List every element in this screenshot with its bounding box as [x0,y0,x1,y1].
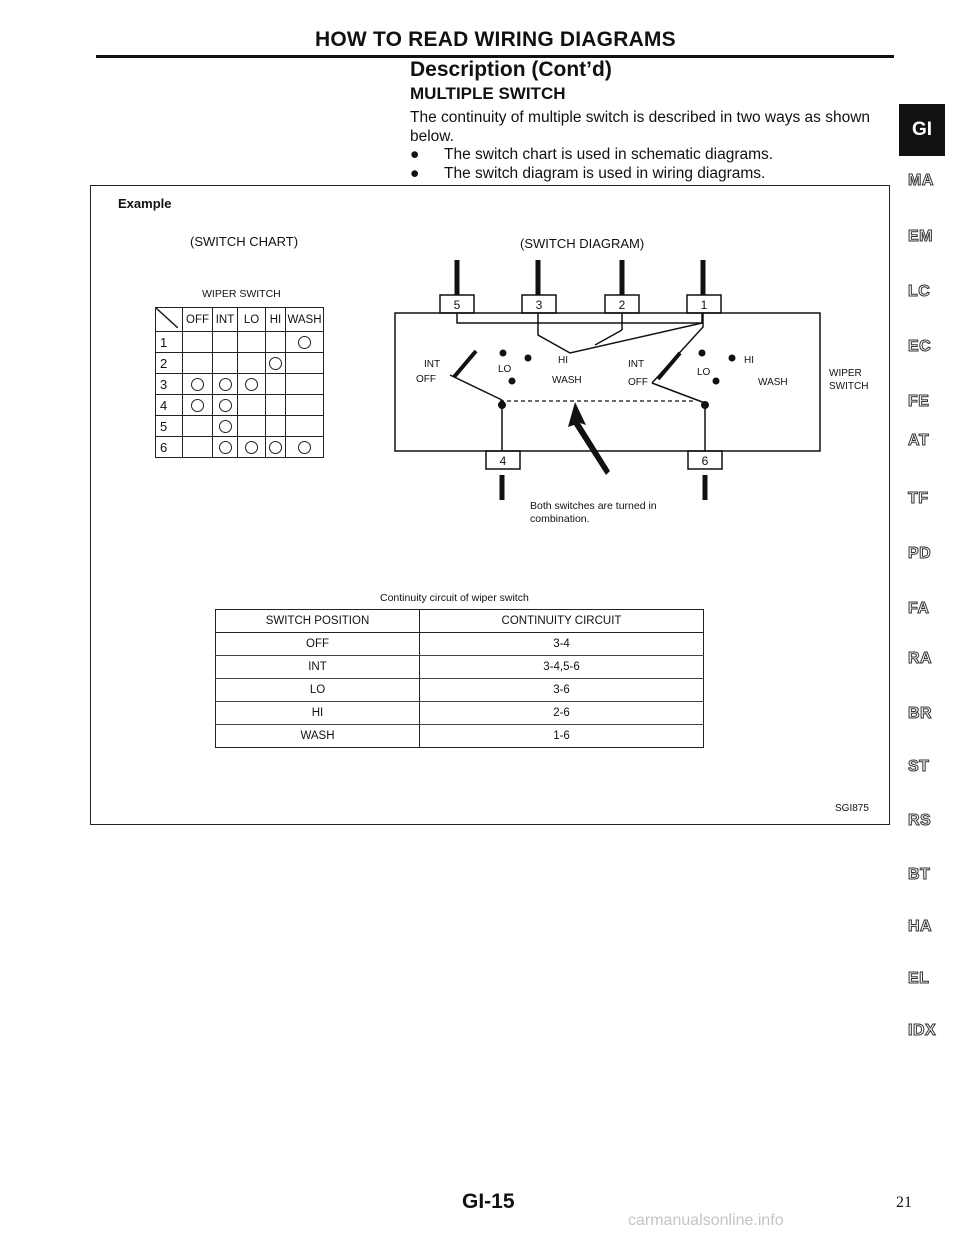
table-cell: LO [216,679,420,702]
switch-chart-grid [155,307,324,458]
grid-row [156,332,324,353]
terminal-label: 4 [499,454,507,468]
continuity-table [215,609,704,748]
grid-cell [238,395,266,416]
table-row [216,725,704,748]
side-tab-pd[interactable]: PD [908,545,932,562]
bullet-dot-icon: ● [410,146,420,163]
side-tab-em[interactable]: EM [908,228,933,245]
grid-row [156,395,324,416]
grid-cell [286,395,324,416]
grid-column-header: LO [238,308,266,332]
bullet-text: The switch diagram is used in wiring diagrams. [444,165,766,182]
grid-cell [238,437,266,458]
grid-cell [286,416,324,437]
grid-column-header: INT [213,308,238,332]
grid-cell [266,437,286,458]
terminal-label: 3 [535,298,543,312]
grid-cell [286,437,324,458]
side-tab-el[interactable]: EL [908,970,930,987]
grid-row-header: 4 [156,395,183,416]
continuity-circle-icon [219,420,232,433]
terminal-label: 5 [453,298,461,312]
side-tab-bt[interactable]: BT [908,866,931,883]
table-cell: 3-4,5-6 [420,656,704,679]
side-tab-at[interactable]: AT [908,432,930,449]
grid-cell [238,353,266,374]
grid-cell [238,374,266,395]
left-hi-label: HI [558,355,568,366]
grid-cell [183,353,213,374]
section-subtitle: MULTIPLE SWITCH [410,84,566,103]
grid-row [156,374,324,395]
bullet-item [410,146,773,164]
continuity-circle-icon [245,378,258,391]
side-tab-ec[interactable]: EC [908,338,932,355]
table-header: SWITCH POSITION [216,610,420,633]
terminal-label: 2 [618,298,626,312]
grid-row-header: 3 [156,374,183,395]
side-tab-br[interactable]: BR [908,705,933,722]
grid-row-header: 1 [156,332,183,353]
continuity-circle-icon [191,399,204,412]
table-header: CONTINUITY CIRCUIT [420,610,704,633]
grid-cell [183,437,213,458]
continuity-circle-icon [298,336,311,349]
right-off-label: OFF [628,377,648,388]
side-tab-ra[interactable]: RA [908,650,933,667]
right-int-label: INT [628,359,645,370]
continuity-table-title: Continuity circuit of wiper switch [380,592,529,604]
grid-cell [286,332,324,353]
switch-chart-title: WIPER SWITCH [202,288,281,300]
left-lo-label: LO [498,364,512,375]
terminal-label: 6 [701,454,709,468]
continuity-circle-icon [219,378,232,391]
grid-cell [213,332,238,353]
table-row [216,633,704,656]
grid-cell [183,395,213,416]
grid-row-header: 6 [156,437,183,458]
grid-cell [266,416,286,437]
table-cell: OFF [216,633,420,656]
grid-cell [238,332,266,353]
grid-column-header: OFF [183,308,213,332]
bullet-item [410,165,765,183]
side-tab-rs[interactable]: RS [908,812,932,829]
grid-cell [266,332,286,353]
page-header-title: HOW TO READ WIRING DIAGRAMS [315,28,676,51]
table-cell: 2-6 [420,702,704,725]
continuity-circle-icon [219,399,232,412]
side-tab-gi[interactable]: GI [899,104,945,156]
switch-diagram-caption: (SWITCH DIAGRAM) [520,236,645,251]
grid-cell [213,374,238,395]
grid-column-header: WASH [286,308,324,332]
grid-cell [266,374,286,395]
side-tab-ma[interactable]: MA [908,172,934,189]
table-cell: HI [216,702,420,725]
continuity-circle-icon [298,441,311,454]
grid-cell [213,437,238,458]
grid-cell [213,395,238,416]
table-cell: 3-4 [420,633,704,656]
bullet-text: The switch chart is used in schematic diagrams. [444,146,774,163]
section-title: Description (Cont’d) [410,58,612,81]
grid-cell [286,353,324,374]
grid-corner [156,308,183,332]
side-tab-lc[interactable]: LC [908,283,931,300]
grid-row [156,353,324,374]
table-cell: 3-6 [420,679,704,702]
right-lo-label: LO [697,367,711,378]
grid-cell [183,332,213,353]
side-tab-st[interactable]: ST [908,758,930,775]
combination-note: Both switches are turned in combination. [530,500,657,525]
grid-row [156,416,324,437]
grid-cell [286,374,324,395]
side-tab-tf[interactable]: TF [908,490,929,507]
continuity-circle-icon [269,357,282,370]
grid-cell [238,416,266,437]
figure-code: SGI875 [835,803,869,814]
grid-cell [266,395,286,416]
grid-cell [213,416,238,437]
left-wash-label: WASH [552,375,582,386]
terminal-label: 1 [700,298,708,312]
right-hi-label: HI [744,355,754,366]
switch-chart-caption: (SWITCH CHART) [190,234,299,249]
bullet-dot-icon: ● [410,165,420,182]
grid-row [156,437,324,458]
table-row [216,656,704,679]
grid-cell [183,416,213,437]
page-code: GI-15 [462,1190,515,1213]
switch-diagram [390,255,885,535]
table-cell: INT [216,656,420,679]
side-tab-fe[interactable]: FE [908,393,930,410]
grid-row-header: 5 [156,416,183,437]
page-number: 21 [896,1194,912,1211]
diagonal-line-icon [156,308,178,328]
wiper-switch-label: WIPER SWITCH [829,368,869,392]
grid-cell [213,353,238,374]
continuity-circle-icon [269,441,282,454]
table-row [216,679,704,702]
continuity-circle-icon [245,441,258,454]
table-row [216,702,704,725]
table-cell: WASH [216,725,420,748]
table-cell: 1-6 [420,725,704,748]
grid-cell [183,374,213,395]
intro-paragraph: The continuity of multiple switch is described in two ways as shown below. [410,109,871,145]
continuity-circle-icon [219,441,232,454]
grid-cell [266,353,286,374]
example-label: Example [118,196,172,211]
grid-row-header: 2 [156,353,183,374]
watermark: carmanualsonline.info [628,1212,784,1229]
right-wash-label: WASH [758,377,788,388]
side-tab-idx[interactable]: IDX [908,1022,937,1039]
side-tab-ha[interactable]: HA [908,918,933,935]
grid-column-header: HI [266,308,286,332]
side-tab-fa[interactable]: FA [908,600,930,617]
continuity-circle-icon [191,378,204,391]
left-off-label: OFF [416,374,436,385]
left-int-label: INT [424,359,441,370]
